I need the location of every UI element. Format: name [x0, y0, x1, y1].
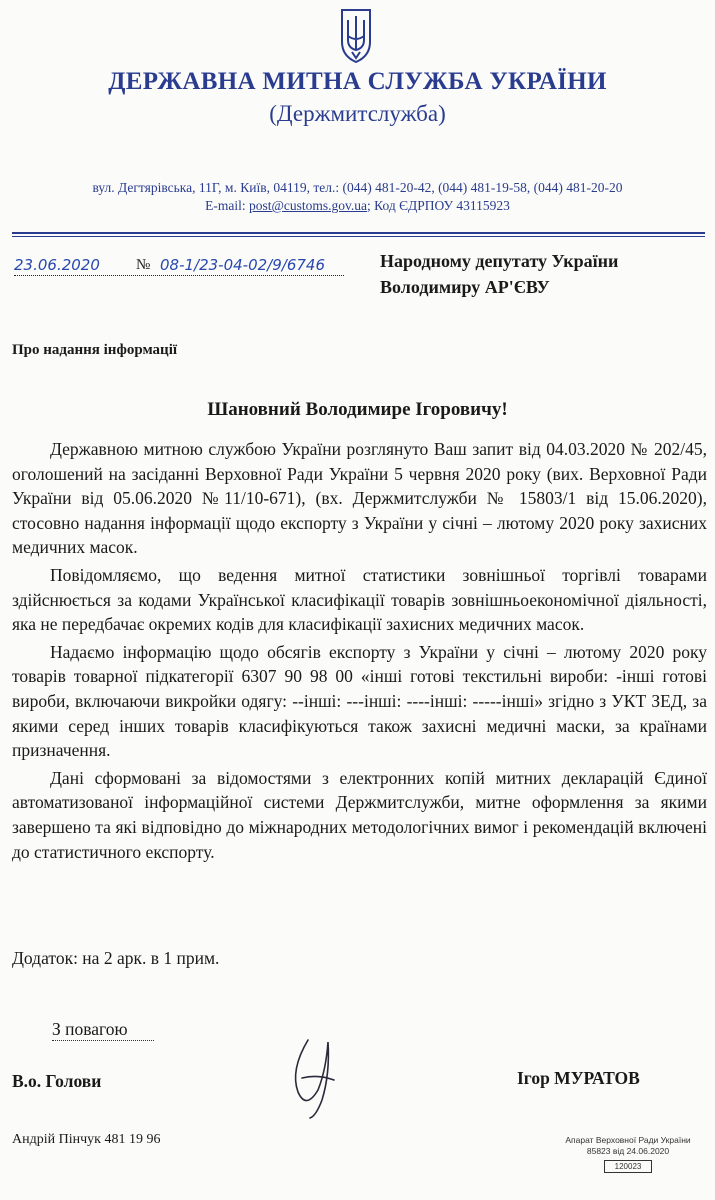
- handwritten-signature: [268, 1030, 358, 1120]
- salutation: Шановний Володимире Ігоровичу!: [207, 399, 508, 420]
- stamp-registration: 85823 від 24.06.2020: [586, 1146, 670, 1156]
- registration-number: 08-1/23-04-02/9/6746: [160, 256, 326, 274]
- contact-line: [0, 197, 715, 215]
- body-paragraph: Дані сформовані за відомостями з електронних копій митних декларацій Єдиної автоматизованої інформаційної системи Держмитслужби, митне оформлення за якими завершено та які відповідно до міжнародних методологічних вимог і рекомендацій включені до статистичного експорту.: [12, 767, 707, 862]
- header-divider-thin: [12, 236, 705, 237]
- stamp-office: Апарат Верховної Ради України: [565, 1135, 691, 1145]
- registration-underline: [14, 275, 344, 276]
- letter-body: [12, 437, 707, 867]
- address-block: [0, 179, 715, 215]
- edrpou-code: ; Код ЄДРПОУ 43115923: [367, 198, 510, 213]
- letter-subject: Про надання інформації: [12, 342, 178, 358]
- regards: З повагою: [52, 1019, 128, 1039]
- recipient-title: Народному депутату України: [380, 251, 619, 271]
- signer-position: В.о. Голови: [12, 1071, 102, 1091]
- recipient-block: [380, 248, 618, 300]
- stamp-code: 120023: [604, 1160, 653, 1173]
- recipient-name: Володимиру АР'ЄВУ: [380, 277, 550, 297]
- email-link[interactable]: post@customs.gov.ua: [248, 198, 368, 213]
- organization-name: ДЕРЖАВНА МИТНА СЛУЖБА УКРАЇНИ: [108, 68, 607, 95]
- registration-number-label: №: [136, 257, 151, 273]
- incoming-stamp: [548, 1135, 708, 1173]
- registration-date: 23.06.2020: [14, 256, 100, 274]
- organization-short-name: (Держмитслужба): [269, 101, 446, 126]
- signer-name: Ігор МУРАТОВ: [517, 1068, 640, 1088]
- email-label: E-mail:: [205, 198, 249, 213]
- trident-icon: [337, 6, 375, 64]
- executor-contact: Андрій Пінчук 481 19 96: [12, 1132, 161, 1147]
- header-divider: [12, 232, 705, 234]
- body-paragraph: Надаємо інформацію щодо обсягів експорту з України у січні – лютому 2020 року товарів товарної підкатегорії 6307 90 98 00 «інші готові текстильні вироби: -інші готові вироби, включаючи викройки одягу: --інші: ---інші: ----інші: -----інші» згідно з УКТ ЗЕД, за якими серед інших товарів класифікуються також захисні медичні маски, за країнами призначення.: [12, 641, 707, 761]
- address-line: вул. Дегтярівська, 11Г, м. Київ, 04119, тел.: (044) 481-20-42, (044) 481-19-58, (044) 481-20-20: [92, 180, 623, 195]
- body-paragraph: Повідомляємо, що ведення митної статистики зовнішньої торгівлі товарами здійснюється за кодами Української класифікації товарів зовнішньоекономічної діяльності, яка не передбачає окремих кодів для класифікації захисних медичних масок.: [12, 564, 707, 635]
- attachment-note: Додаток: на 2 арк. в 1 прим.: [12, 948, 220, 968]
- body-paragraph: Державною митною службою України розглянуто Ваш запит від 04.03.2020 № 202/45, оголошений на засіданні Верховної Ради України 5 червня 2020 року (вих. Верховної Ради України від 05.06.2020 №11/10-671), (вх. Держмитслужби № 15803/1 від 15.06.2020), стосовно надання інформації щодо експорту з України у січні – лютому 2020 року захисних медичних масок.: [12, 439, 707, 558]
- regards-underline: [52, 1040, 154, 1041]
